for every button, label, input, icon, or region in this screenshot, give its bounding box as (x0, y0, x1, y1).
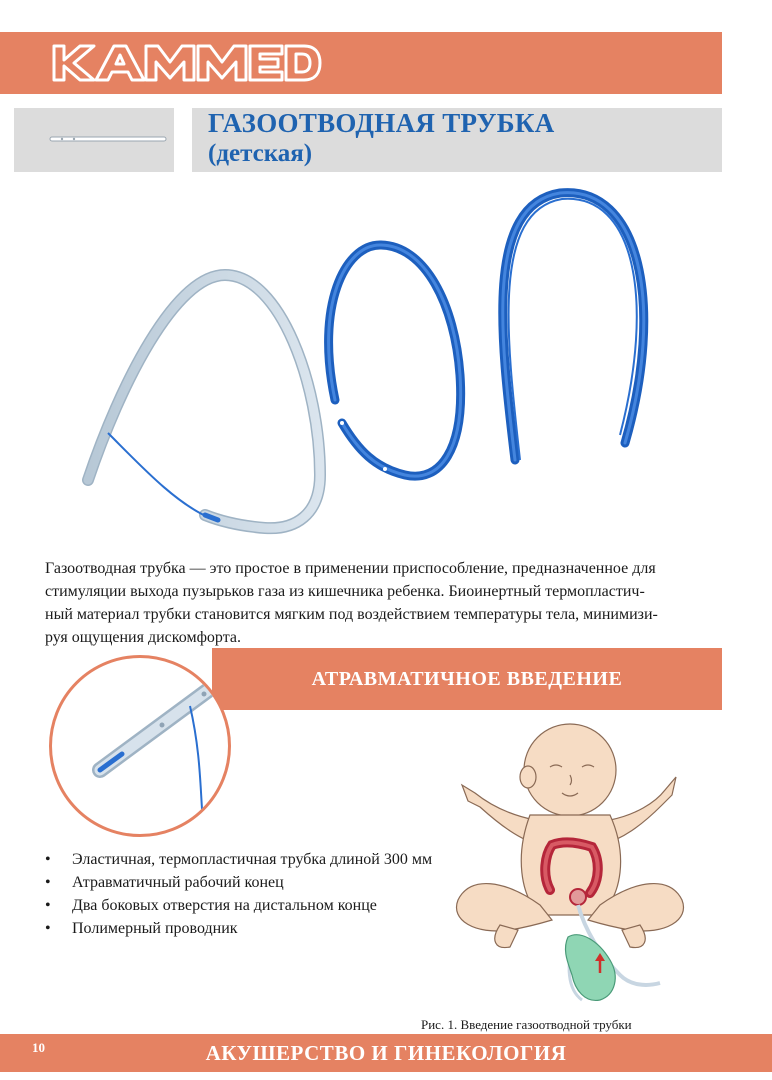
page-number: 10 (32, 1040, 45, 1055)
intro-line: руя ощущения дискомфорта. (45, 629, 242, 646)
clear-tube (88, 275, 320, 528)
page-subtitle: (детская) (208, 140, 313, 167)
tube-tip-image (52, 658, 228, 834)
product-thumbnail-panel (14, 108, 174, 172)
features-list (45, 848, 432, 940)
tubes-illustration (80, 185, 680, 540)
list-item: • Эластичная, термопластичная трубка длиной 300 мм (45, 848, 432, 871)
kammed-logo (50, 40, 322, 86)
list-item: • Полимерный проводник (45, 917, 432, 940)
figure-caption: Рис. 1. Введение газоотводной трубки (421, 1017, 632, 1032)
intro-line: Газоотводная трубка — это простое в применении приспособление, предназначенное для (45, 560, 656, 577)
intro-line: стимуляции выхода пузырьков газа из кишечника ребенка. Биоинертный термопластич- (45, 583, 645, 600)
footer-title: АКУШЕРСТВО И ГИНЕКОЛОГИЯ (205, 1041, 567, 1065)
list-item: • Два боковых отверстия на дистальном конце (45, 894, 432, 917)
tube-tip-zoom-circle (49, 655, 231, 837)
page-title: ГАЗООТВОДНАЯ ТРУБКА (208, 108, 555, 138)
intro-paragraph (45, 557, 725, 649)
intro-line: ный материал трубки становится мягким под воздействием температуры тела, минимизи- (45, 606, 658, 623)
baby-illustration (450, 715, 690, 1015)
tube-thumbnail-icon (14, 108, 174, 172)
section-title: АТРАВМАТИЧНОЕ ВВЕДЕНИЕ (311, 668, 623, 690)
blue-tube-large (503, 193, 644, 460)
blue-tube-middle (329, 245, 461, 476)
list-item: • Атравматичный рабочий конец (45, 871, 432, 894)
